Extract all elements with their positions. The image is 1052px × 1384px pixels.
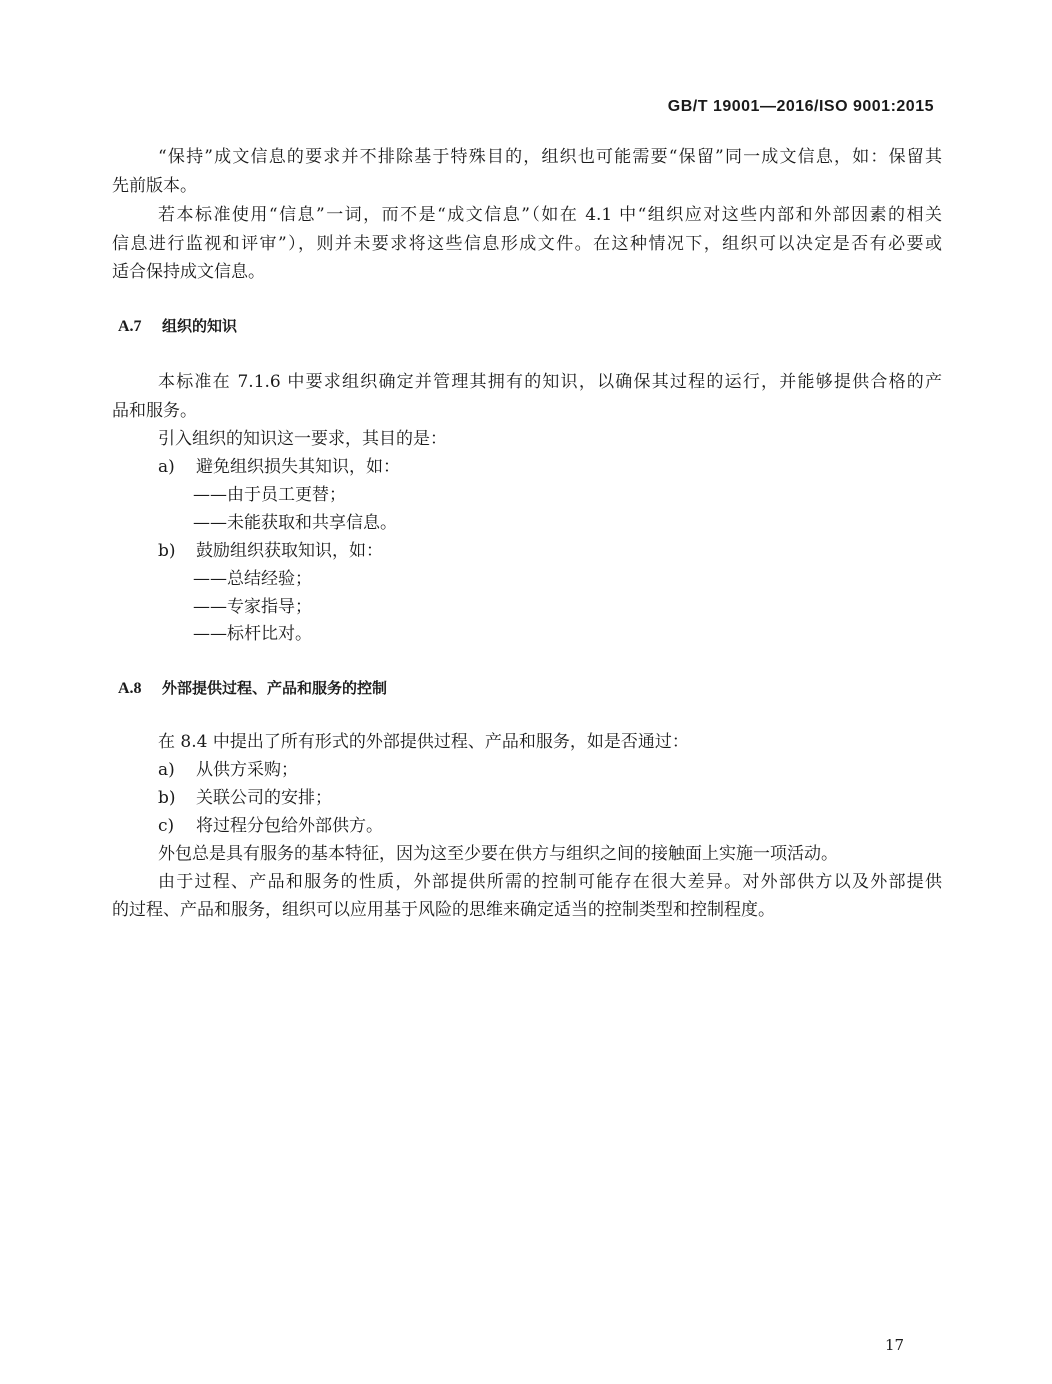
list-text: 将过程分包给外部供方。 xyxy=(196,816,383,836)
paragraph-line: 在 8.4 中提出了所有形式的外部提供过程、产品和服务，如是否通过： xyxy=(158,732,689,752)
paragraph-line: 由于过程、产品和服务的性质，外部提供所需的控制可能存在很大差异。对外部供方以及外部提供 xyxy=(158,872,942,892)
list-item xyxy=(158,456,400,478)
section-number: A.8 xyxy=(118,680,142,697)
list-text: 关联公司的安排； xyxy=(196,788,332,808)
paragraph-line: 外包总是具有服务的基本特征，因为这至少要在供方与组织之间的接触面上实施一项活动。 xyxy=(158,844,838,864)
list-item xyxy=(158,787,332,809)
document-header: GB/T 19001—2016/ISO 9001:2015 xyxy=(667,98,934,115)
list-marker: b) xyxy=(158,541,176,561)
list-item xyxy=(158,540,383,562)
list-text: 避免组织损失其知识，如： xyxy=(196,457,400,477)
paragraph-line: 若本标准使用“信息”一词，而不是“成文信息”（如在 4.1 中“组织应对这些内部和外部因素的相关 xyxy=(158,205,942,225)
list-marker: c) xyxy=(158,816,175,836)
dash-item: ——专家指导； xyxy=(193,597,312,617)
section-heading-a7 xyxy=(118,315,237,338)
list-text: 鼓励组织获取知识，如： xyxy=(196,541,383,561)
page-number: 17 xyxy=(885,1336,905,1354)
paragraph-line: 适合保持成文信息。 xyxy=(112,262,265,282)
list-item xyxy=(158,815,383,837)
dash-item: ——未能获取和共享信息。 xyxy=(193,513,397,533)
paragraph-line: 引入组织的知识这一要求，其目的是： xyxy=(158,429,447,449)
list-text: 从供方采购； xyxy=(196,760,298,780)
paragraph-line: 的过程、产品和服务，组织可以应用基于风险的思维来确定适当的控制类型和控制程度。 xyxy=(112,900,775,920)
paragraph-line: 信息进行监视和评审”），则并未要求将这些信息形成文件。在这种情况下，组织可以决定是否有必要或 xyxy=(112,234,942,254)
paragraph-line: 品和服务。 xyxy=(112,401,197,421)
paragraph-line: “保持”成文信息的要求并不排除基于特殊目的，组织也可能需要“保留”同一成文信息，如：保留其 xyxy=(158,147,942,167)
section-heading-a8 xyxy=(118,677,387,700)
list-marker: a) xyxy=(158,457,175,477)
list-marker: b) xyxy=(158,788,176,808)
section-title: 外部提供过程、产品和服务的控制 xyxy=(162,679,388,697)
paragraph-line: 先前版本。 xyxy=(112,176,197,196)
list-marker: a) xyxy=(158,760,175,780)
dash-item: ——由于员工更替； xyxy=(193,485,346,505)
dash-item: ——总结经验； xyxy=(193,569,312,589)
dash-item: ——标杆比对。 xyxy=(193,624,312,644)
section-title: 组织的知识 xyxy=(162,317,238,335)
list-item xyxy=(158,759,298,781)
section-number: A.7 xyxy=(118,318,142,335)
paragraph-line: 本标准在 7.1.6 中要求组织确定并管理其拥有的知识，以确保其过程的运行，并能够提供合格的产 xyxy=(158,372,942,392)
